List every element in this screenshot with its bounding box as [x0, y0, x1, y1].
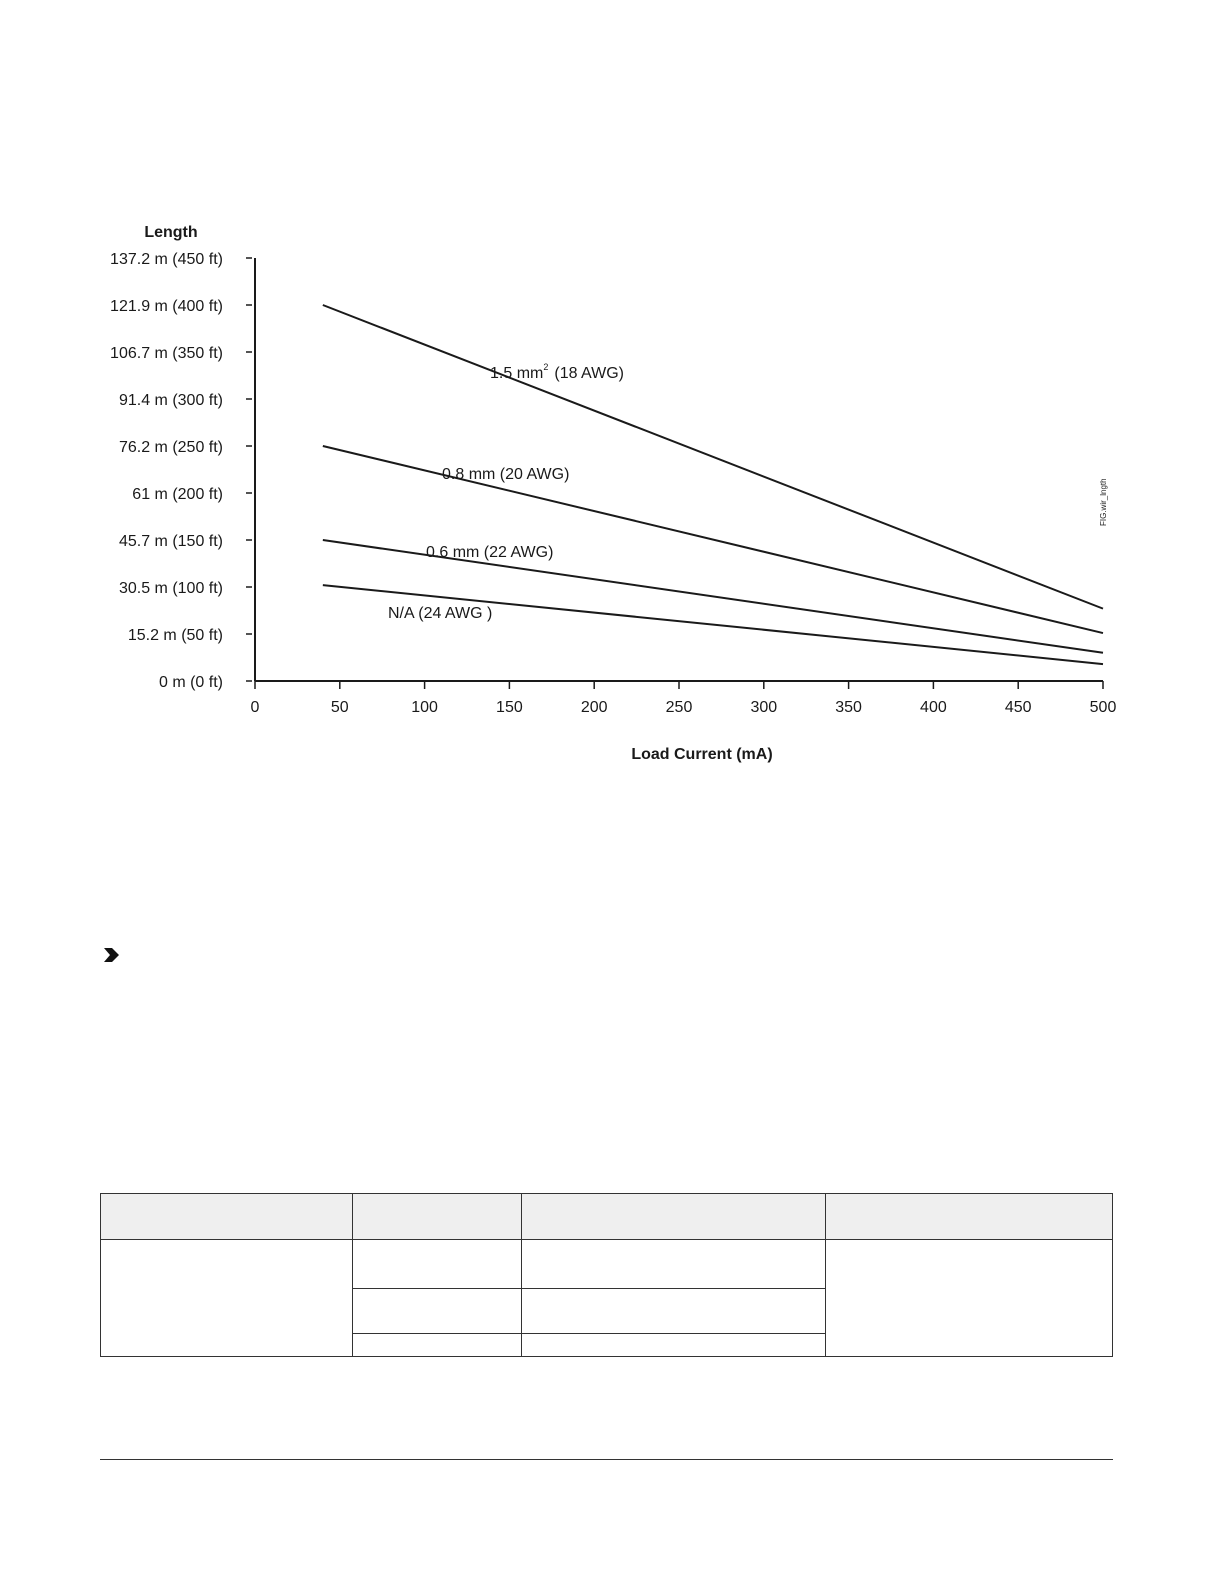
table-header-cell [101, 1194, 353, 1240]
x-ticks [251, 681, 1117, 716]
y-axis-title: Length [144, 224, 198, 241]
table-header-cell [522, 1194, 826, 1240]
figure-id: FIG.wir_lngth [1099, 478, 1108, 526]
table-header-cell [826, 1194, 1113, 1240]
spec-table [100, 1193, 1113, 1357]
series-label-4: N/A (24 AWG ) [388, 605, 493, 622]
x-tick-label: 150 [496, 699, 523, 716]
y-tick-label: 45.7 m (150 ft) [118, 533, 223, 550]
x-tick-label: 200 [580, 699, 608, 716]
series-labels [388, 362, 624, 622]
y-tick-label: 76.2 m (250 ft) [118, 439, 223, 456]
table-cell [353, 1289, 522, 1334]
y-tick-label: 15.2 m (50 ft) [127, 627, 223, 644]
y-tick-label: 30.5 m (100 ft) [118, 580, 223, 597]
table-cell [101, 1240, 353, 1357]
y-tick-label: 121.9 m (400 ft) [110, 298, 223, 315]
x-tick-label: 300 [750, 699, 778, 716]
series-label-3: 0.6 mm (22 AWG) [426, 544, 554, 561]
series-line-1 [323, 305, 1103, 609]
table-cell [522, 1289, 826, 1334]
x-tick-label: 350 [835, 699, 862, 716]
series-label-1: 1.5 $mm^2$ (18 AWG) [490, 362, 624, 382]
y-tick-label: 61 m (200 ft) [132, 486, 223, 503]
table-cell [353, 1334, 522, 1357]
y-ticks [110, 251, 252, 691]
series-label-2: 0.8 mm (20 AWG) [442, 466, 570, 483]
x-axis-title: Load Current (mA) [631, 746, 773, 763]
chevron-right-icon [104, 947, 122, 963]
x-tick-label: 50 [330, 699, 349, 716]
table-cell [826, 1240, 1113, 1357]
x-tick-label: 400 [920, 699, 947, 716]
x-tick-label: 500 [1089, 699, 1117, 716]
x-tick-label: 0 [250, 699, 260, 716]
x-tick-label: 100 [411, 699, 438, 716]
y-tick-label: 106.7 m (350 ft) [110, 345, 223, 362]
table-header-cell [353, 1194, 522, 1240]
table-row [101, 1240, 1113, 1289]
x-tick-label: 250 [665, 699, 693, 716]
table-cell [522, 1240, 826, 1289]
y-tick-label: 137.2 m (450 ft) [110, 251, 223, 268]
table-cell [522, 1334, 826, 1357]
x-tick-label: 450 [1004, 699, 1032, 716]
footer-rule [100, 1459, 1113, 1460]
table-header-row [101, 1194, 1113, 1240]
y-tick-label: 91.4 m (300 ft) [118, 392, 223, 409]
y-tick-label: 0 m (0 ft) [158, 674, 223, 691]
axes [255, 258, 1103, 681]
table-cell [353, 1240, 522, 1289]
